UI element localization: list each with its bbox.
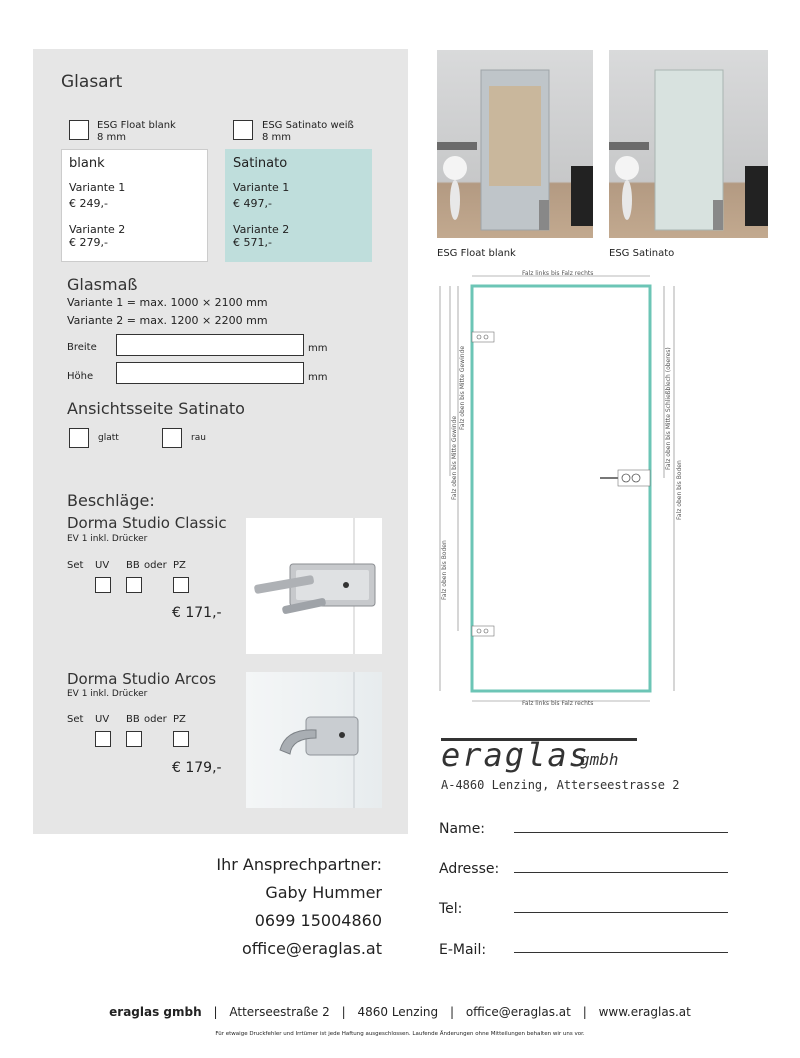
breite-unit: mm [308, 343, 328, 354]
card-blank-v1-label: Variante 1 [69, 181, 126, 194]
classic-pz-label: PZ [173, 560, 186, 571]
footer-disclaimer: Für etwaige Druckfehler und Irrtümer ist jede Haftung ausgeschlossen. Laufende Änderungen ohne Mitteilungen behalten wir uns vor. [215, 1031, 585, 1037]
arcos-pz-checkbox[interactable] [173, 731, 189, 747]
form-tel-field[interactable] [514, 912, 728, 913]
glasmass-title: Glasmaß [67, 275, 138, 294]
dim-left1-label: Falz oben bis Boden [441, 540, 448, 600]
form-name-field[interactable] [514, 832, 728, 833]
photo-caption-float: ESG Float blank [437, 248, 516, 259]
arcos-sub: EV 1 inkl. Drücker [67, 689, 148, 699]
ansicht-title: Ansichtsseite Satinato [67, 399, 245, 418]
hoehe-input[interactable] [116, 362, 304, 384]
dim-left2-label: Falz oben bis Mitte Gewinde [451, 415, 458, 500]
footer-email-link[interactable]: office@eraglas.at [465, 1005, 571, 1019]
logo-gmbh: gmbh [580, 750, 619, 769]
form-name-label: Name: [439, 821, 486, 837]
glatt-checkbox[interactable] [69, 428, 89, 448]
esg-float-blank-checkbox[interactable] [69, 120, 89, 140]
classic-oder-label: oder [144, 560, 167, 571]
arcos-uv-checkbox[interactable] [95, 731, 111, 747]
glasmass-variant2: Variante 2 = max. 1200 × 2200 mm [67, 314, 268, 327]
beschlaege-title: Beschläge: [67, 491, 155, 510]
card-satinato-v2-label: Variante 2 [233, 223, 290, 236]
card-blank-v2-label: Variante 2 [69, 223, 126, 236]
classic-bb-checkbox[interactable] [126, 577, 142, 593]
card-blank-v2-price: € 279,- [69, 236, 108, 249]
breite-input[interactable] [116, 334, 304, 356]
float-blank-photo [437, 50, 593, 238]
glatt-label: glatt [98, 433, 119, 443]
logo-eraglas: eraglas [441, 736, 590, 774]
arcos-oder-label: oder [144, 714, 167, 725]
form-tel-label: Tel: [439, 901, 463, 917]
hoehe-unit: mm [308, 372, 328, 383]
breite-label: Breite [67, 342, 97, 353]
dim-right1-label: Falz oben bis Mitte Schließblech (oberes) [665, 347, 672, 470]
arcos-name: Dorma Studio Arcos [67, 670, 217, 688]
footer-city: 4860 Lenzing [357, 1005, 439, 1019]
esg-satinato-checkbox[interactable] [233, 120, 253, 140]
footer-company: eraglas gmbh [109, 1005, 202, 1019]
contact-email: office@eraglas.at [241, 939, 382, 958]
dim-left3-label: Falz oben bis Mitte Gewinde [459, 345, 466, 430]
glasmass-variant1: Variante 1 = max. 1000 × 2100 mm [67, 296, 268, 309]
glasart-title: Glasart [61, 72, 123, 92]
option-satinato-thickness: 8 mm [262, 132, 292, 143]
contact-phone: 0699 15004860 [254, 911, 382, 930]
card-satinato-heading: Satinato [233, 156, 288, 171]
contact-person: Gaby Hummer [265, 883, 382, 902]
footer-website-link[interactable]: www.eraglas.at [598, 1005, 691, 1019]
option-float-thickness: 8 mm [97, 132, 127, 143]
dim-top-label: Falz links bis Falz rechts [522, 270, 594, 277]
classic-uv-checkbox[interactable] [95, 577, 111, 593]
classic-bb-label: BB [126, 560, 140, 571]
arcos-set-label: Set [67, 714, 84, 725]
form-address-field[interactable] [514, 872, 728, 873]
classic-fitting-image [246, 518, 382, 654]
arcos-price: € 179,- [172, 760, 222, 776]
arcos-bb-checkbox[interactable] [126, 731, 142, 747]
arcos-bb-label: BB [126, 714, 140, 725]
dim-right2-label: Falz oben bis Boden [676, 460, 683, 520]
card-blank-v1-price: € 249,- [69, 197, 108, 210]
arcos-fitting-image [246, 672, 382, 808]
classic-sub: EV 1 inkl. Drücker [67, 534, 148, 544]
footer-bar: eraglas gmbh | Atterseestraße 2 | 4860 Lenzing | office@eraglas.at | www.eraglas.at [109, 1005, 691, 1019]
classic-pz-checkbox[interactable] [173, 577, 189, 593]
form-email-field[interactable] [514, 952, 728, 953]
form-email-label: E-Mail: [439, 942, 487, 958]
rau-label: rau [191, 433, 206, 443]
option-satinato-name: ESG Satinato weiß [262, 120, 354, 131]
classic-price: € 171,- [172, 605, 222, 621]
card-satinato-v1-price: € 497,- [233, 197, 272, 210]
option-float-name: ESG Float blank [97, 120, 176, 131]
form-address-label: Adresse: [439, 861, 500, 877]
card-satinato-v1-label: Variante 1 [233, 181, 290, 194]
satinato-photo [609, 50, 768, 238]
hoehe-label: Höhe [67, 371, 94, 382]
door-drawing [436, 266, 686, 712]
footer-street: Atterseestraße 2 [229, 1005, 330, 1019]
photo-caption-satinato: ESG Satinato [609, 248, 675, 259]
classic-uv-label: UV [95, 560, 110, 571]
contact-title: Ihr Ansprechpartner: [216, 855, 382, 874]
dim-bottom-label: Falz links bis Falz rechts [522, 700, 594, 707]
company-address: A-4860 Lenzing, Atterseestrasse 2 [441, 778, 680, 792]
classic-set-label: Set [67, 560, 84, 571]
card-satinato-v2-price: € 571,- [233, 236, 272, 249]
arcos-pz-label: PZ [173, 714, 186, 725]
classic-name: Dorma Studio Classic [67, 514, 227, 532]
card-blank-heading: blank [69, 156, 105, 171]
arcos-uv-label: UV [95, 714, 110, 725]
rau-checkbox[interactable] [162, 428, 182, 448]
